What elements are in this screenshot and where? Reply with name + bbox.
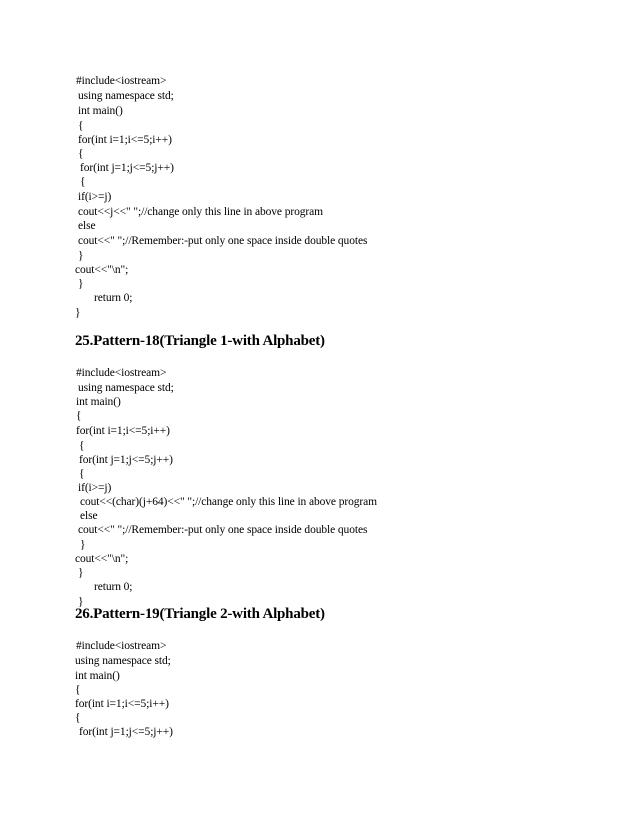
code-line: for(int i=1;i<=5;i++) bbox=[78, 134, 172, 146]
code-line: { bbox=[78, 120, 84, 132]
code-line: using namespace std; bbox=[75, 655, 171, 667]
section-heading: 25.Pattern-18(Triangle 1-with Alphabet) bbox=[75, 333, 325, 349]
code-line: for(int j=1;j<=5;j++) bbox=[80, 162, 174, 174]
code-line: { bbox=[75, 712, 81, 724]
code-line: cout<<"\n"; bbox=[75, 553, 129, 565]
code-line: { bbox=[79, 468, 85, 480]
code-line: if(i>=j) bbox=[78, 191, 112, 203]
code-line: int main() bbox=[76, 396, 121, 408]
code-line: { bbox=[75, 684, 81, 696]
code-line: int main() bbox=[78, 105, 123, 117]
code-line: } bbox=[78, 567, 84, 579]
code-line: } bbox=[78, 278, 84, 290]
code-line: for(int j=1;j<=5;j++) bbox=[79, 454, 173, 466]
code-line: for(int i=1;i<=5;i++) bbox=[76, 425, 170, 437]
code-line: } bbox=[78, 250, 84, 262]
code-line: cout<<(char)(j+64)<<" ";//change only this line in above program bbox=[80, 496, 377, 508]
code-line: return 0; bbox=[94, 292, 133, 304]
code-line: using namespace std; bbox=[78, 382, 174, 394]
code-line: { bbox=[78, 148, 84, 160]
code-line: return 0; bbox=[94, 581, 133, 593]
code-line: cout<<j<<" ";//change only this line in above program bbox=[78, 206, 323, 218]
code-line: for(int j=1;j<=5;j++) bbox=[79, 726, 173, 738]
code-line: } bbox=[75, 307, 81, 319]
code-line: } bbox=[80, 539, 86, 551]
code-line: for(int i=1;i<=5;i++) bbox=[75, 698, 169, 710]
code-line: { bbox=[80, 176, 86, 188]
code-line: else bbox=[80, 510, 98, 522]
code-line: int main() bbox=[75, 670, 120, 682]
code-line: #include<iostream> bbox=[76, 367, 167, 379]
code-line: { bbox=[76, 410, 82, 422]
code-line: cout<<" ";//Remember:-put only one space inside double quotes bbox=[78, 235, 368, 247]
section-heading: 26.Pattern-19(Triangle 2-with Alphabet) bbox=[75, 606, 325, 622]
code-line: #include<iostream> bbox=[76, 75, 167, 87]
code-line: #include<iostream> bbox=[76, 640, 167, 652]
code-line: if(i>=j) bbox=[78, 482, 112, 494]
code-line: else bbox=[78, 220, 96, 232]
code-line: using namespace std; bbox=[78, 90, 174, 102]
code-line: cout<<"\n"; bbox=[75, 264, 129, 276]
code-line: cout<<" ";//Remember:-put only one space inside double quotes bbox=[78, 524, 368, 536]
code-line: { bbox=[79, 440, 85, 452]
code-line: } bbox=[78, 596, 84, 608]
